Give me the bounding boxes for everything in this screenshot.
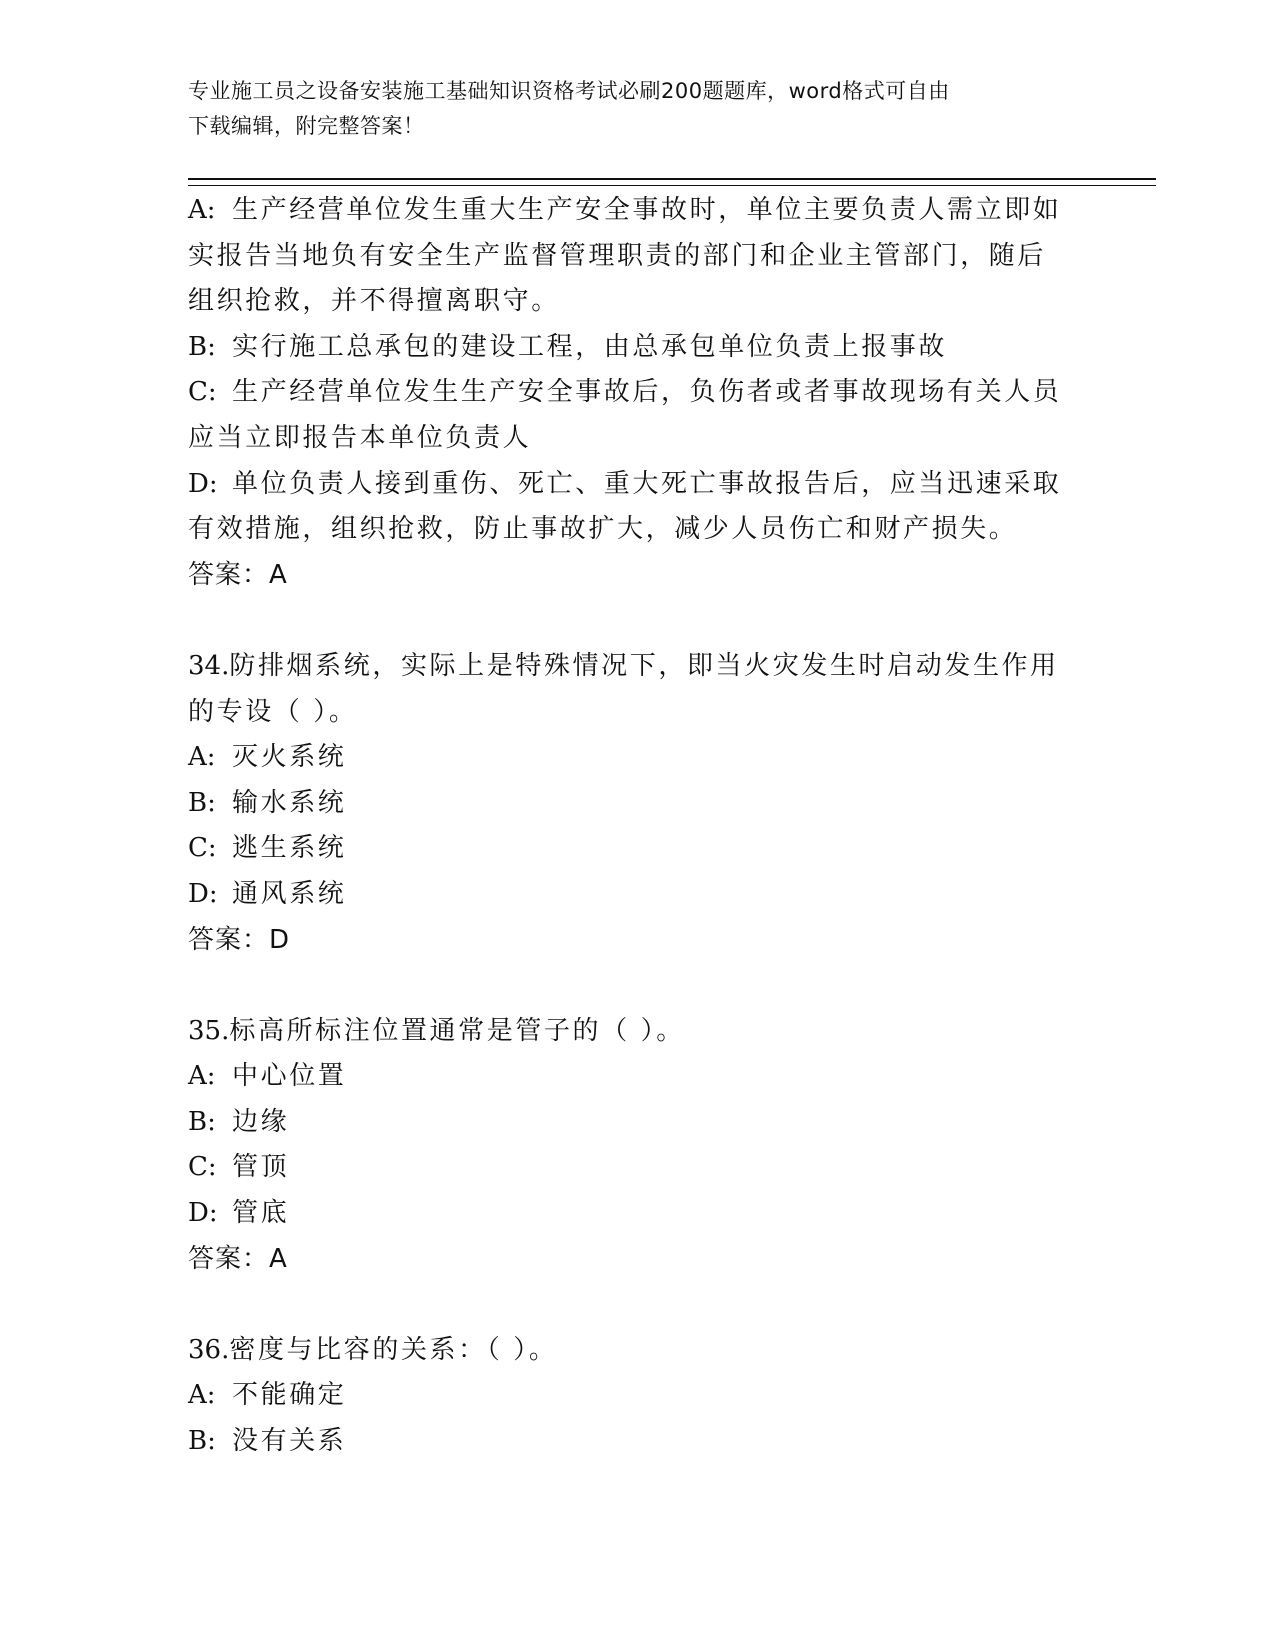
question-33 (188, 188, 1088, 598)
option-label: C: (188, 1152, 217, 1183)
q35-option-a (188, 1054, 1088, 1100)
question-stem: 防排烟系统，实际上是特殊情况下，即当火灾发生时启动发生作用 (229, 650, 1059, 681)
q33-option-a-line-3: 组织抢救，并不得擅离职守。 (188, 286, 560, 317)
question-number: 36. (188, 1334, 230, 1365)
question-36 (188, 1328, 1088, 1465)
option-text: 没有关系 (232, 1426, 347, 1457)
option-label: B: (188, 787, 216, 818)
option-label: B: (188, 1106, 216, 1137)
question-number: 34. (188, 650, 230, 681)
q35-answer (188, 1237, 1088, 1283)
question-34 (188, 644, 1088, 963)
option-label: D: (188, 468, 218, 499)
q33-option-a-line-2: 实报告当地负有安全生产监督管理职责的部门和企业主管部门，随后 (188, 240, 1047, 271)
q34-option-a (188, 735, 1088, 781)
header-title-line-1: 专业施工员之设备安装施工基础知识资格考试必刷200题题库，word格式可自由 (188, 79, 950, 103)
document-header (188, 74, 1088, 144)
header-divider (188, 178, 1156, 186)
option-label: B: (188, 1426, 216, 1457)
option-text: 不能确定 (232, 1380, 347, 1411)
option-label: A: (188, 195, 216, 225)
q35-option-d (188, 1191, 1088, 1237)
q33-option-d-line-2: 有效措施，组织抢救，防止事故扩大，减少人员伤亡和财产损失。 (188, 514, 1018, 545)
q34-option-d (188, 872, 1088, 918)
answer-value: D (269, 924, 291, 955)
q35-stem (188, 1009, 1088, 1055)
q33-option-c-line-2: 应当立即报告本单位负责人 (188, 422, 532, 453)
q35-option-c (188, 1145, 1088, 1191)
option-text: 生产经营单位发生重大生产安全事故时，单位主要负责人需立即如 (232, 195, 1062, 225)
q36-option-a (188, 1373, 1088, 1419)
option-label: A: (188, 1380, 216, 1411)
option-text: 逃生系统 (232, 833, 347, 864)
option-label: B: (188, 331, 216, 362)
q36-option-b (188, 1419, 1088, 1465)
question-stem: 密度与比容的关系：（ ）。 (229, 1334, 558, 1365)
option-label: C: (188, 377, 217, 408)
option-text: 生产经营单位发生生产安全事故后，负伤者或者事故现场有关人员 (232, 377, 1062, 408)
option-text: 灭火系统 (232, 742, 347, 773)
q33-answer (188, 553, 1088, 599)
answer-label: 答案： (188, 924, 270, 955)
q34-option-b (188, 781, 1088, 827)
question-content (188, 188, 1088, 1465)
answer-value: A (269, 1243, 288, 1274)
option-text: 实行施工总承包的建设工程，由总承包单位负责上报事故 (232, 331, 948, 362)
question-35 (188, 1009, 1088, 1283)
option-text: 单位负责人接到重伤、死亡、重大死亡事故报告后，应当迅速采取 (232, 468, 1062, 499)
spacer (188, 598, 1088, 644)
q33-option-a (188, 188, 1088, 234)
option-label: A: (188, 1061, 216, 1092)
q34-option-c (188, 826, 1088, 872)
option-label: D: (188, 878, 218, 909)
option-text: 管底 (232, 1198, 290, 1229)
option-text: 中心位置 (232, 1061, 347, 1092)
q33-option-d (188, 462, 1088, 508)
answer-value: A (269, 559, 288, 590)
q34-stem (188, 644, 1088, 690)
q33-option-b (188, 325, 1088, 371)
question-stem: 标高所标注位置通常是管子的（ ）。 (229, 1015, 685, 1046)
question-number: 35. (188, 1015, 230, 1046)
option-label: D: (188, 1198, 218, 1229)
q34-answer (188, 918, 1088, 964)
q34-stem-line-2: 的专设（ ）。 (188, 696, 358, 727)
option-text: 边缘 (232, 1106, 290, 1137)
answer-label: 答案： (188, 559, 270, 590)
spacer (188, 1282, 1088, 1328)
option-text: 管顶 (232, 1152, 290, 1183)
answer-label: 答案： (188, 1243, 270, 1274)
option-label: A: (188, 742, 216, 773)
option-text: 通风系统 (232, 878, 347, 909)
spacer (188, 963, 1088, 1009)
option-label: C: (188, 833, 217, 864)
q33-option-c (188, 370, 1088, 416)
q35-option-b (188, 1100, 1088, 1146)
q36-stem (188, 1328, 1088, 1374)
option-text: 输水系统 (232, 787, 347, 818)
header-title-line-2: 下载编辑，附完整答案！ (188, 114, 425, 138)
